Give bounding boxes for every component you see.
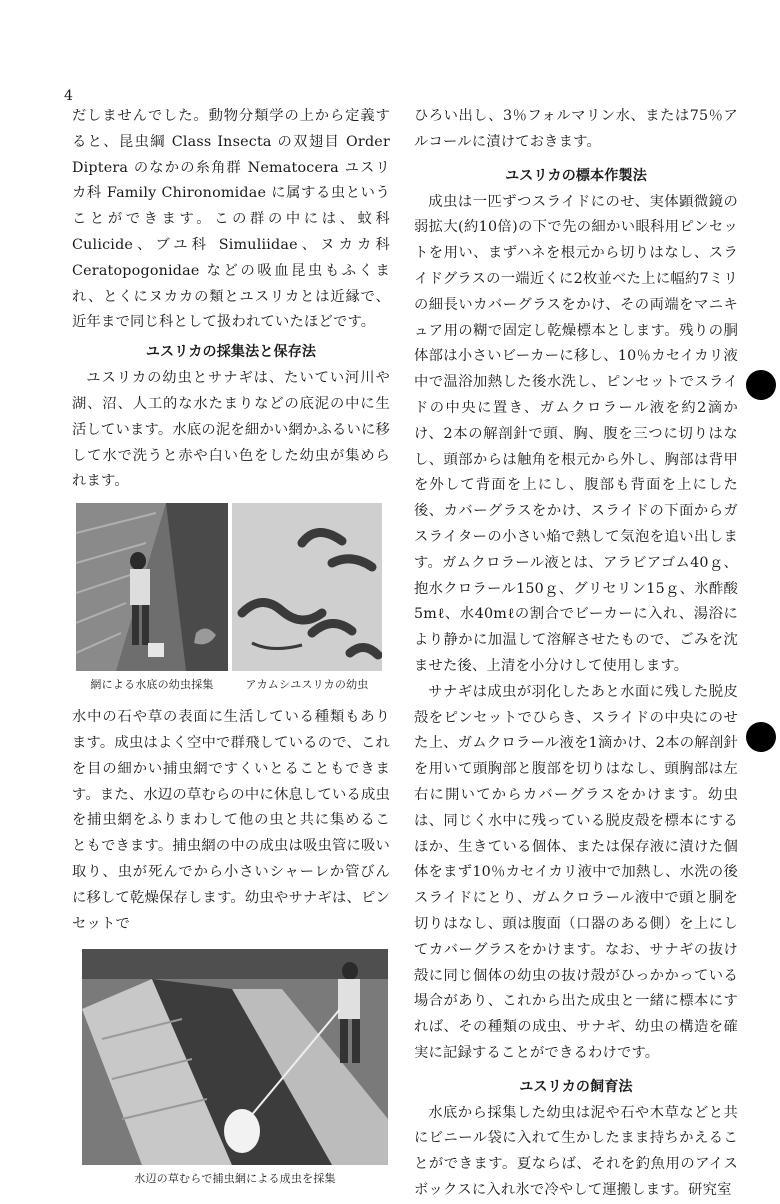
specimen-paragraph-2: サナギは成虫が羽化したあと水面に残した脱皮殻をピンセットでひらき、スライドの中央にのせた上、ガムクロラール液を1滴かけ、2本の解剖針を用いて頭胸部と腹部を切りはなし、頭胸部は左右に開いてからカバーグラスをかけます。幼虫は、同じく水中に残っている脱皮殻を標本にするほか、生きている個体、または保存液に漬けた個体をまず10％カセイカリ液中で加熱し、水洗の後スライドにとり、ガムクロラール液中で頭と胴を切りはなし、頭は腹面（口器のある側）を上にしてカバーグラスをかけます。なお、サナギの抜け殻に同じ個体の幼虫の抜け殻がひっかかっている場合があり、これから出た成虫と一緒に標本にすれば、その種類の成虫、サナギ、幼虫の構造を確実に記録することができるわけです。	[414, 683, 738, 1061]
photo-net-larvae-image	[76, 503, 228, 671]
punch-hole-upper	[746, 370, 776, 400]
photo-block-net-larvae	[76, 503, 228, 693]
photo-adult-net	[82, 949, 388, 1165]
collection-paragraph-1: ユスリカの幼虫とサナギは、たいてい河川や湖、沼、人工的な水たまりなどの底泥の中に生活しています。水底の泥を細かい網かふるいに移して水で洗うと赤や白い色をした幼虫が集められます。	[72, 370, 390, 490]
photo-net-larvae	[76, 503, 228, 671]
continuation-paragraph: ひろい出し、3％フォルマリン水、または75％アルコールに漬けておきます。	[414, 108, 738, 150]
specimen-paragraph-1: 成虫は一匹ずつスライドにのせ、実体顕微鏡の弱拡大(約10倍)の下で先の細かい眼科用ピンセットを用い、まずハネを根元から切りはなし、スライドグラスの一端近くに2枚並べた上に幅約7ミリの細長いカバーグラスをかけ、その両端をマニキュア用の糊で固定し乾燥標本とします。残りの胴体部は小さいビーカーに移し、10％カセイカリ液中で温浴加熱した後水洗し、ピンセットでスライドの中央に置き、ガムクロラール液を約2滴かけ、2本の解剖針で頭、胸、腹を三つに切りはなし、頭部からは触角を根元から外し、胸部は背甲を外して背面を上にし、腹部も背面を上にした後、カバーグラスをかけ、スライドの下面からガスライターの小さい焔で熱して気泡を追い出します。ガムクロラール液とは、アラビアゴム40ｇ、抱水クロラール150ｇ、グリセリン15ｇ、氷酢酸5mℓ、水40mℓの割合でビーカーに入れ、湯浴により静かに加温して溶解させたもので、ごみを沈ませた後、上清を小分けして使用します。	[414, 193, 738, 674]
caption-larva: アカムシユスリカの幼虫	[245, 678, 369, 692]
section-heading-rearing: ユスリカの飼育法	[519, 1078, 633, 1095]
punch-hole-lower	[746, 722, 776, 752]
section-heading-collection: ユスリカの採集法と保存法	[145, 344, 317, 361]
photo-adult-net-image	[82, 949, 388, 1165]
photo-row	[76, 503, 390, 693]
intro-paragraph: だしませんでした。動物分類学の上から定義すると、昆虫綱 Class Insecta の双翅目 Order Diptera のなかの糸角群 Nematocera ユスリカ科 Family Chironomidae に属する虫ということができます。この群の中には、蚊科 Culicide、ブユ科 Simuliidae、ヌカカ科 Ceratopogonidae などの吸血昆虫もふくまれ、とくにヌカカの類とユスリカとは近縁で、近年まで同じ科として扱われていたほどです。	[72, 108, 390, 331]
right-column	[414, 104, 738, 1204]
caption-net-larvae: 網による水底の幼虫採集	[90, 678, 214, 692]
photo-larva	[232, 503, 382, 671]
caption-adult-net: 水辺の草むらで捕虫網による成虫を採集	[134, 1172, 336, 1186]
collection-paragraph-2: 水中の石や草の表面に生活している種類もあります。成虫はよく空中で群飛しているので、これを目の細かい捕虫網ですくいとることもできます。また、水辺の草むらの中に休息している成虫を捕虫網をふりまわして他の虫と共に集めることもできます。捕虫網の中の成虫は吸虫管に吸い取り、虫が死んでから小さいシャーレか管びんに移して乾燥保存します。幼虫やサナギは、ピンセットで	[72, 709, 390, 932]
photo-block-adult-net	[80, 949, 390, 1187]
page-number: 4	[64, 88, 73, 104]
photo-block-larva	[232, 503, 382, 693]
left-column	[72, 104, 390, 1187]
rearing-paragraph-1: 水底から採集した幼虫は泥や石や木草などと共にビニール袋に入れて生かしたまま持ちかえることができます。夏ならば、それを釣魚用のアイスボックスに入れ氷で冷やして運搬します。研究室	[414, 1104, 738, 1199]
photo-larva-image	[232, 503, 382, 671]
section-heading-specimen: ユスリカの標本作製法	[505, 167, 647, 184]
